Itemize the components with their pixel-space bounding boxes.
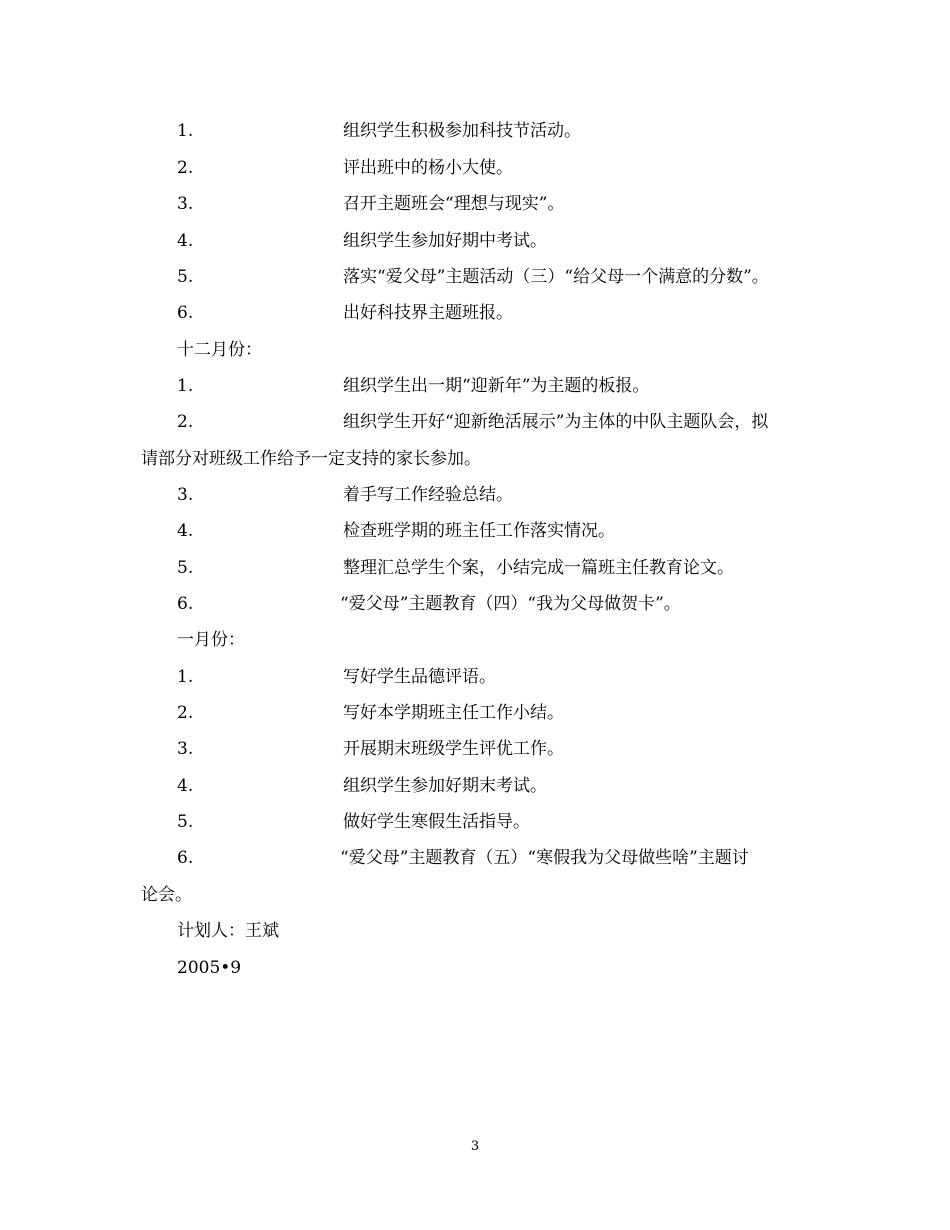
item-text: 写好学生品德评语。: [343, 667, 496, 687]
item-text: 做好学生寒假生活指导。: [343, 812, 530, 832]
item-number: 6.: [177, 594, 194, 614]
planner-name: 计划人：王斌: [177, 921, 279, 941]
item-number: 3.: [177, 485, 194, 505]
item-number: 6.: [177, 848, 194, 868]
item-number: 4.: [177, 231, 194, 251]
item-text-continuation: 请部分对班级工作给予一定支持的家长参加。: [141, 449, 481, 469]
item-number: 1.: [177, 376, 194, 396]
item-number: 6.: [177, 303, 194, 323]
item-text: 组织学生出一期“迎新年”为主题的板报。: [343, 376, 650, 396]
item-text: 着手写工作经验总结。: [343, 485, 513, 505]
item-number: 2.: [177, 703, 194, 723]
item-text: 召开主题班会“理想与现实”。: [343, 194, 565, 214]
item-number: 5.: [177, 267, 194, 287]
plan-date: 2005•9: [177, 958, 242, 978]
item-text: “爱父母”主题教育（四）“我为父母做贺卡”。: [340, 594, 681, 614]
item-text: “爱父母”主题教育（五）“寒假我为父母做些啥”主题讨: [340, 848, 749, 868]
item-number: 1.: [177, 121, 194, 141]
item-text: 写好本学期班主任工作小结。: [343, 703, 564, 723]
item-text: 组织学生开好“迎新绝活展示”为主体的中队主题队会，拟: [343, 412, 769, 432]
section-heading: 一月份：: [177, 630, 245, 650]
item-text: 评出班中的杨小大使。: [343, 158, 513, 178]
item-number: 4.: [177, 776, 194, 796]
item-number: 3.: [177, 739, 194, 759]
item-number: 2.: [177, 412, 194, 432]
item-number: 5.: [177, 558, 194, 578]
item-text: 组织学生积极参加科技节活动。: [343, 121, 581, 141]
section-heading: 十二月份：: [177, 340, 262, 360]
item-number: 5.: [177, 812, 194, 832]
item-number: 3.: [177, 194, 194, 214]
item-text: 落实“爱父母”主题活动（三）“给父母一个满意的分数”。: [343, 267, 769, 287]
item-text: 组织学生参加好期末考试。: [343, 776, 547, 796]
item-text-continuation: 论会。: [141, 885, 192, 905]
item-text: 组织学生参加好期中考试。: [343, 231, 547, 251]
item-number: 1.: [177, 667, 194, 687]
item-text: 开展期末班级学生评优工作。: [343, 739, 564, 759]
page-number: 3: [470, 1139, 480, 1154]
item-number: 4.: [177, 521, 194, 541]
item-text: 整理汇总学生个案，小结完成一篇班主任教育论文。: [343, 558, 734, 578]
item-text: 检查班学期的班主任工作落实情况。: [343, 521, 615, 541]
item-text: 出好科技界主题班报。: [343, 303, 513, 323]
item-number: 2.: [177, 158, 194, 178]
